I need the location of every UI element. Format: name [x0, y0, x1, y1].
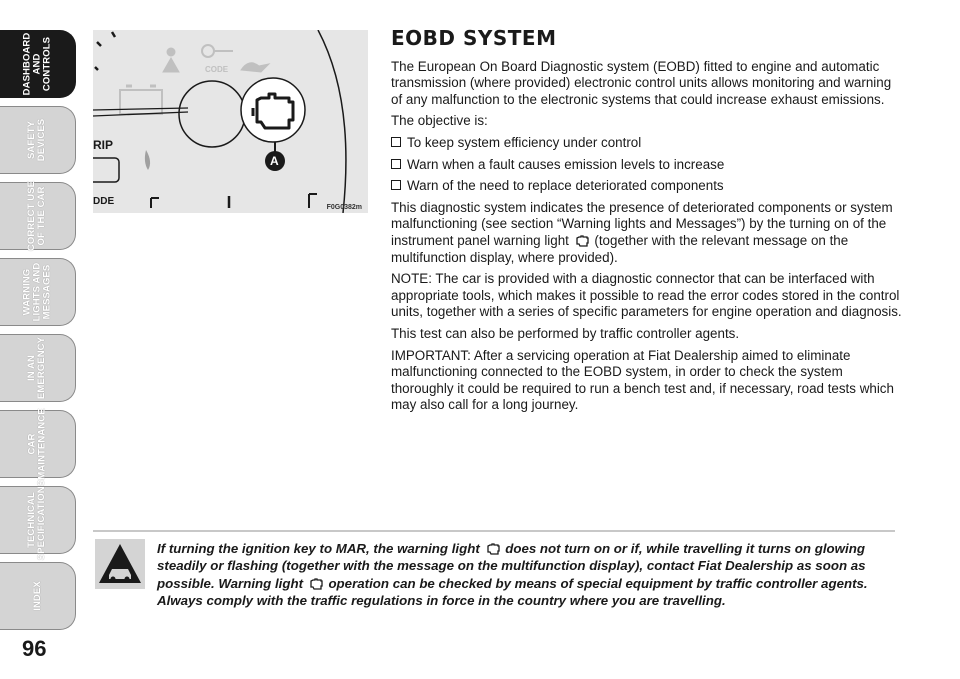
trip-label: RIP: [93, 138, 114, 152]
checkbox-bullet-icon: [391, 180, 401, 190]
tab-label: DASHBOARD AND CONTROLS: [21, 32, 53, 96]
tab-label: INDEX: [31, 581, 43, 611]
bullet-text: To keep system efficiency under control: [407, 134, 642, 150]
tab-label: IN AN EMERGENCY: [26, 336, 48, 400]
figure-code: F0G0382m: [326, 204, 362, 211]
objective-lead: The objective is:: [391, 113, 488, 129]
warning-paragraph: [157, 540, 902, 609]
checkbox-bullet-icon: [391, 137, 401, 147]
tab-correct-use[interactable]: [0, 182, 76, 250]
warning-text-1: If turning the ignition key to MAR, the warning light: [157, 541, 480, 556]
tab-in-an-emergency[interactable]: [0, 334, 76, 402]
tab-technical-specifications[interactable]: [0, 479, 76, 561]
tab-label: WARNING LIGHTS AND MESSAGES: [21, 262, 53, 322]
divider: [93, 530, 895, 532]
tab-label: CAR MAINTENANCE: [26, 408, 48, 480]
tab-label: TECHNICAL SPECIFICATIONS: [26, 479, 48, 561]
warning-text-3: operation can be checked by means of special equipment by traffic controller agents. Always comply with the traffic regulations in force in the country where you are travelling.: [157, 575, 868, 608]
main-content: [391, 26, 903, 419]
code-label: CODE: [205, 65, 229, 74]
callout-a: A: [270, 154, 279, 168]
important-paragraph: IMPORTANT: After a servicing operation at Fiat Dealership aimed to eliminate malfunctioning connected to the EOBD system, in order to check the system thoroughly it could be required to run a bench test and, if necessary, road tests which may also call for a long journey.: [391, 347, 894, 413]
car-warning-triangle-icon: [95, 539, 145, 589]
bullet-text: Warn when a fault causes emission levels to increase: [407, 156, 725, 172]
warning-text-2: does not turn on or if, while travelling it turns on glowing steadily or flashing (together with the message on the multifunction display), contact Fiat Dealership as soon as possible. Warning light: [157, 541, 866, 591]
tab-label: CORRECT USE OF THE CAR: [26, 180, 48, 252]
diagnostic-paragraph: [391, 200, 903, 266]
dde-label: DDE: [93, 196, 115, 207]
diagnostic-text-b: (together with the relevant message on the multifunction display, where provided).: [391, 232, 849, 265]
list-item: [391, 178, 903, 195]
engine-warning-icon: [575, 235, 589, 247]
list-item: [391, 157, 903, 174]
diagnostic-text-a: This diagnostic system indicates the presence of deteriorated components or system malfunctioning (see section “Warning lights and Messages”) by the turning on of the instrument panel warning light: [391, 199, 893, 248]
engine-warning-icon: [486, 543, 500, 555]
tab-car-maintenance[interactable]: [0, 410, 76, 478]
tab-index[interactable]: [0, 562, 76, 630]
tab-dashboard-and-controls[interactable]: [0, 30, 76, 98]
bullet-text: Warn of the need to replace deteriorated components: [407, 178, 724, 194]
note-paragraph: NOTE: The car is provided with a diagnostic connector that can be interfaced with appropriate tools, which makes it possible to read the error codes stored in the control units, together with a series of specific parameters for engine operation and diagnosis.: [391, 271, 902, 320]
section-title: EOBD SYSTEM: [391, 26, 557, 50]
intro-paragraph: The European On Board Diagnostic system (EOBD) fitted to engine and automatic transmission (where provided) electronic control units allows monitoring and warning of any malfunction to the electronic systems that could increase exhaust emissions.: [391, 58, 892, 107]
tab-safety-devices[interactable]: [0, 106, 76, 174]
instrument-panel-drawing: [93, 30, 368, 213]
list-item: [391, 135, 903, 152]
traffic-paragraph: This test can also be performed by traffic controller agents.: [391, 325, 740, 341]
tab-warning-lights[interactable]: [0, 258, 76, 326]
tab-label: SAFETY DEVICES: [26, 118, 48, 162]
engine-warning-icon: [309, 578, 323, 590]
page-number: 96: [22, 636, 47, 661]
instrument-panel-figure: [93, 30, 368, 213]
checkbox-bullet-icon: [391, 159, 401, 169]
